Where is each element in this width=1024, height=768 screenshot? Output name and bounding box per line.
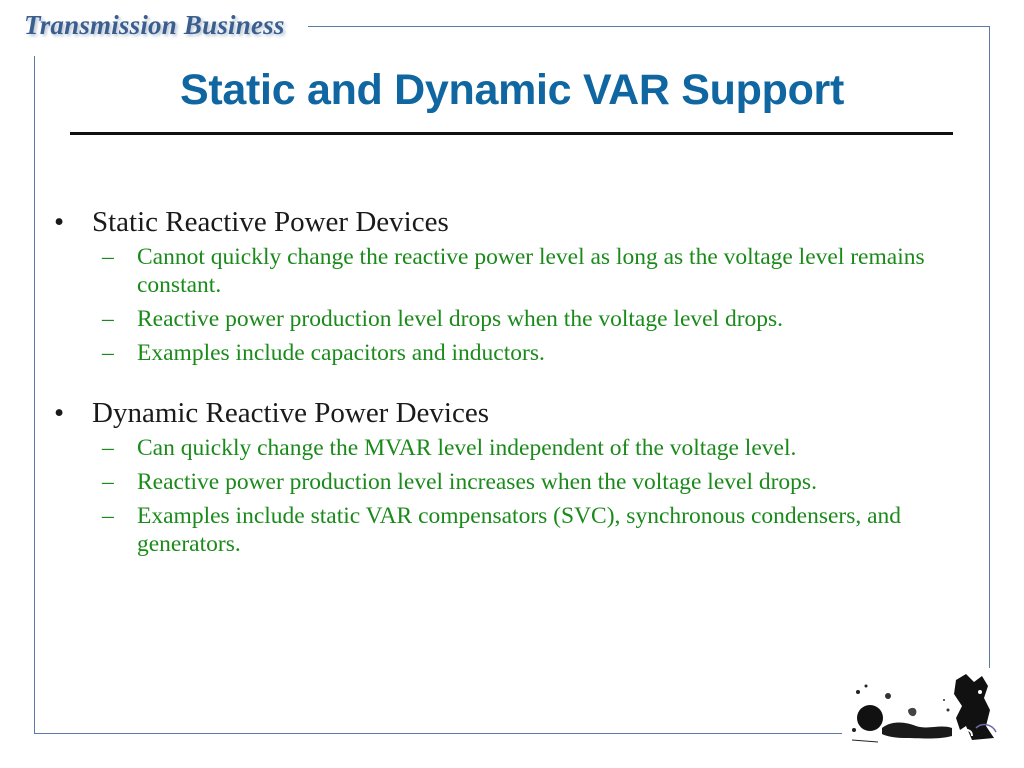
sub-point-text: Reactive power production level drops when the voltage level drops. bbox=[137, 306, 784, 332]
slide-content bbox=[54, 202, 974, 558]
brand-name: Transmission Business bbox=[24, 10, 285, 40]
sub-point bbox=[54, 243, 974, 299]
sub-point-text: Cannot quickly change the reactive power level as long as the voltage level remains constant. bbox=[137, 244, 925, 298]
frame-left-line bbox=[34, 56, 35, 734]
sub-point-text: Examples include capacitors and inductors. bbox=[137, 340, 545, 366]
sub-point bbox=[54, 434, 974, 462]
bullet-point bbox=[54, 202, 974, 242]
bullet-point bbox=[54, 393, 974, 433]
bullet-heading: Static Reactive Power Devices bbox=[92, 206, 449, 238]
sub-point bbox=[54, 468, 974, 496]
dash-marker: – bbox=[102, 503, 114, 529]
sub-point-text: Can quickly change the MVAR level independent of the voltage level. bbox=[137, 435, 797, 461]
dash-marker: – bbox=[102, 306, 114, 332]
dash-marker: – bbox=[102, 244, 114, 270]
section-dynamic bbox=[54, 393, 974, 558]
bullet-heading: Dynamic Reactive Power Devices bbox=[92, 397, 489, 429]
frame-bottom-line bbox=[34, 733, 842, 734]
slide-title: Static and Dynamic VAR Support bbox=[180, 66, 844, 114]
stamp-logo-icon bbox=[848, 670, 1000, 746]
sub-point-text: Reactive power production level increases when the voltage level drops. bbox=[137, 469, 817, 495]
bullet-marker: • bbox=[54, 397, 65, 429]
sub-point-list bbox=[54, 243, 974, 367]
sub-point-list bbox=[54, 434, 974, 558]
frame-right-line bbox=[989, 26, 990, 668]
dash-marker: – bbox=[102, 469, 114, 495]
dash-marker: – bbox=[102, 435, 114, 461]
dash-marker: – bbox=[102, 340, 114, 366]
sub-point bbox=[54, 339, 974, 367]
sub-point-text: Examples include static VAR compensators (SVC), synchronous condensers, and generators. bbox=[137, 503, 902, 557]
section-static bbox=[54, 202, 974, 367]
title-divider bbox=[70, 132, 953, 135]
sub-point bbox=[54, 502, 974, 558]
bullet-marker: • bbox=[54, 206, 65, 238]
sub-point bbox=[54, 305, 974, 333]
frame-top-line bbox=[308, 26, 990, 27]
